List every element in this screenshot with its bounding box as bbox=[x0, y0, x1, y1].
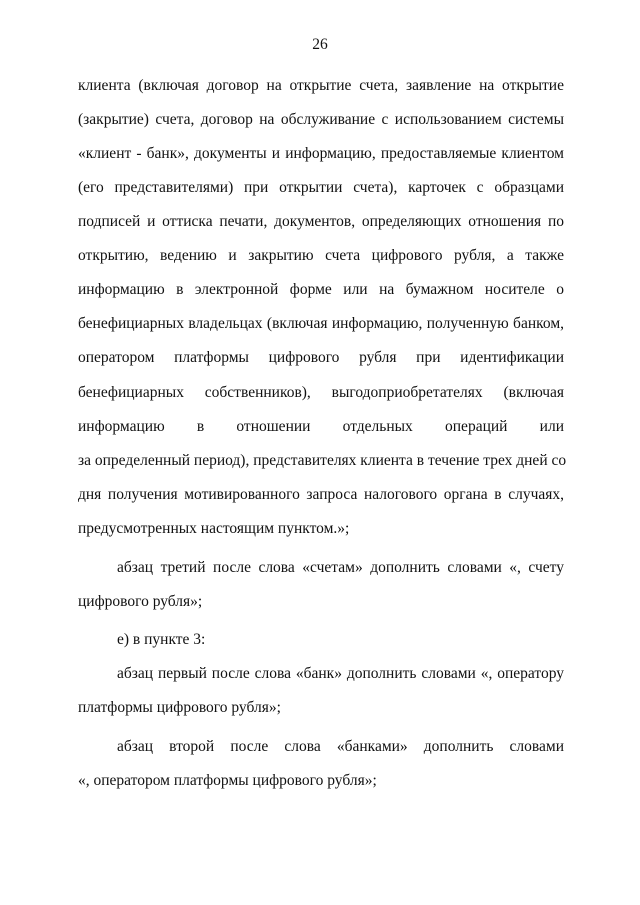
text-line: (закрытие) счета, договор на обслуживание с использованием системы bbox=[78, 111, 564, 128]
text-line: цифрового рубля»; bbox=[78, 593, 203, 610]
text-line: «клиент - банк», документы и информацию, предоставляемые клиентом bbox=[78, 145, 564, 162]
text-line: бенефициарных владельцах (включая информацию, полученную банком, bbox=[78, 315, 564, 332]
text-line: информацию в отношении отдельных операций или bbox=[78, 418, 564, 435]
text-line: (его представителями) при открытии счета), карточек с образцами bbox=[78, 179, 564, 196]
text-line: открытию, ведению и закрытию счета цифрового рубля, а также bbox=[78, 247, 564, 264]
text-line: платформы цифрового рубля»; bbox=[78, 699, 281, 716]
text-line: подписей и оттиска печати, документов, определяющих отношения по bbox=[78, 213, 564, 230]
text-line: дня получения мотивированного запроса налогового органа в случаях, bbox=[78, 486, 564, 503]
text-line: информацию в электронной форме или на бумажном носителе о bbox=[78, 281, 564, 298]
text-line: е) в пункте 3: bbox=[117, 631, 206, 648]
text-line: абзац второй после слова «банками» дополнить словами bbox=[117, 738, 564, 755]
text-line: «, оператором платформы цифрового рубля»; bbox=[78, 772, 377, 789]
page-number: 26 bbox=[312, 36, 328, 53]
text-line: абзац первый после слова «банк» дополнить словами «, оператору bbox=[117, 665, 564, 682]
text-line: абзац третий после слова «счетам» дополнить словами «, счету bbox=[117, 559, 564, 576]
text-line: оператором платформы цифрового рубля при идентификации bbox=[78, 349, 564, 366]
text-line: предусмотренных настоящим пунктом.»; bbox=[78, 520, 350, 537]
text-line: клиента (включая договор на открытие счета, заявление на открытие bbox=[78, 77, 564, 94]
text-line: за определенный период), представителях клиента в течение трех дней со bbox=[78, 452, 567, 469]
text-line: бенефициарных собственников), выгодоприобретателях (включая bbox=[78, 384, 564, 401]
